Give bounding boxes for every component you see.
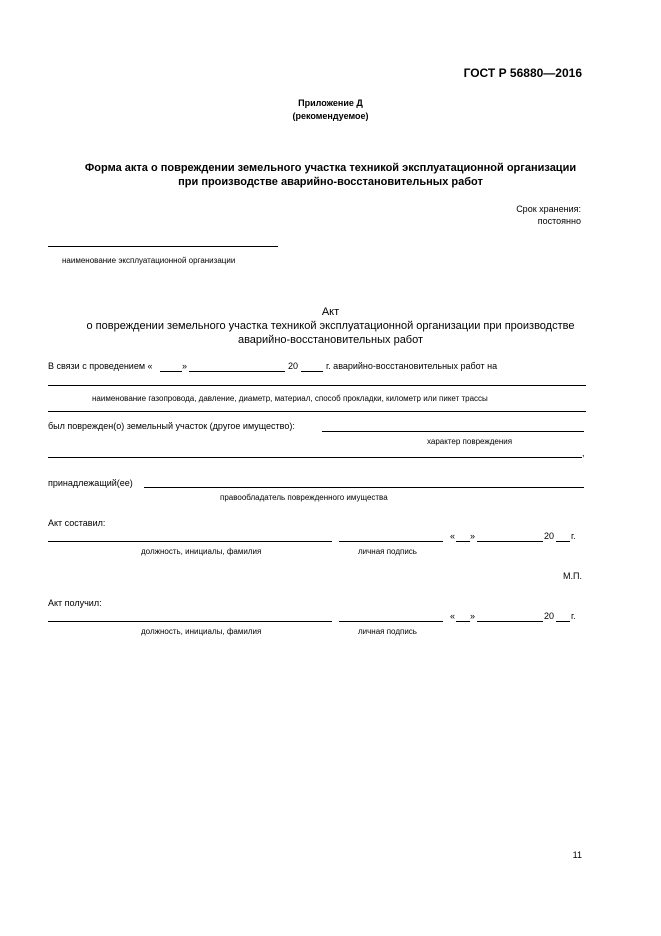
form-title-line2: при производстве аварийно-восстановительных работ bbox=[178, 176, 483, 188]
received-q-open: « bbox=[450, 611, 456, 621]
damage-comma: , bbox=[582, 448, 585, 458]
damage-caption: характер повреждения bbox=[427, 437, 513, 446]
page-number: 11 bbox=[572, 850, 582, 860]
act-line1: о повреждении земельного участка техникой эксплуатационной организации при производстве bbox=[86, 320, 575, 332]
org-name-line bbox=[48, 246, 278, 247]
compiled-position-caption: должность, инициалы, фамилия bbox=[141, 547, 262, 556]
pipeline-line-2 bbox=[48, 411, 586, 412]
form-title-line1: Форма акта о повреждении земельного участка техникой эксплуатационной организации bbox=[84, 162, 577, 174]
pipeline-line bbox=[48, 385, 586, 386]
received-position-line bbox=[48, 621, 332, 622]
stamp-place: М.П. bbox=[563, 571, 582, 581]
compiled-signature-caption: личная подпись bbox=[358, 547, 417, 556]
received-g: г. bbox=[571, 611, 576, 621]
year-field bbox=[301, 371, 323, 372]
storage-value: постоянно bbox=[537, 216, 581, 226]
compiled-signature-line bbox=[339, 541, 443, 542]
act-word: Акт bbox=[321, 306, 340, 318]
belonging-label: принадлежащий(ее) bbox=[48, 478, 133, 488]
received-signature-line bbox=[339, 621, 443, 622]
appendix-subtitle: (рекомендуемое) bbox=[292, 111, 369, 121]
compiled-year-field bbox=[556, 541, 570, 542]
month-field bbox=[189, 371, 285, 372]
standard-number: ГОСТ Р 56880—2016 bbox=[463, 66, 582, 80]
pipeline-caption: наименование газопровода, давление, диаметр, материал, способ прокладки, километр или пикет трассы bbox=[92, 394, 488, 403]
owner-field bbox=[144, 487, 584, 488]
received-year: 20 bbox=[544, 611, 555, 621]
compiled-g: г. bbox=[571, 531, 576, 541]
received-position-caption: должность, инициалы, фамилия bbox=[141, 627, 262, 636]
act-line2: аварийно-восстановительных работ bbox=[237, 334, 424, 346]
damage-line-2 bbox=[48, 457, 582, 458]
damaged-label: был поврежден(о) земельный участок (другое имущество): bbox=[48, 421, 295, 431]
received-label: Акт получил: bbox=[48, 598, 102, 608]
compiled-month-field bbox=[477, 541, 543, 542]
received-signature-caption: личная подпись bbox=[358, 627, 417, 636]
received-day-field bbox=[456, 621, 470, 622]
received-year-field bbox=[556, 621, 570, 622]
received-q-close: » bbox=[470, 611, 476, 621]
intro-suffix: г. аварийно-восстановительных работ на bbox=[326, 361, 498, 371]
compiled-q-open: « bbox=[450, 531, 456, 541]
intro-prefix: В связи с проведением « bbox=[48, 361, 153, 371]
appendix-title: Приложение Д bbox=[298, 98, 363, 108]
compiled-day-field bbox=[456, 541, 470, 542]
day-field bbox=[160, 371, 182, 372]
org-name-caption: наименование эксплуатационной организации bbox=[62, 256, 236, 265]
compiled-year: 20 bbox=[544, 531, 555, 541]
received-month-field bbox=[477, 621, 543, 622]
damage-field bbox=[322, 431, 584, 432]
compiled-q-close: » bbox=[470, 531, 476, 541]
intro-year: 20 bbox=[288, 361, 299, 371]
compiled-position-line bbox=[48, 541, 332, 542]
compiled-label: Акт составил: bbox=[48, 518, 106, 528]
owner-caption: правообладатель поврежденного имущества bbox=[220, 493, 388, 502]
intro-quote-close: » bbox=[182, 361, 188, 371]
storage-label: Срок хранения: bbox=[516, 204, 581, 214]
